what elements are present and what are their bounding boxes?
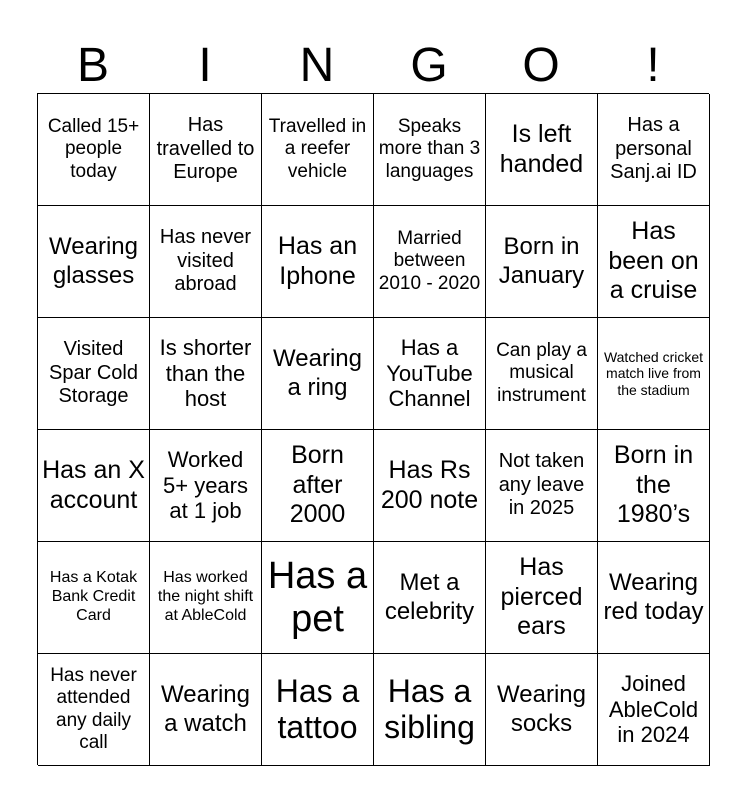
cell-text: Has an X account xyxy=(42,456,145,514)
bingo-cell[interactable] xyxy=(262,318,374,430)
cell-text: Speaks more than 3 languages xyxy=(378,115,481,182)
cell-text: Has never attended any daily call xyxy=(50,664,137,753)
cell-text: Has an Iphone xyxy=(277,232,358,290)
title-letter-b: B xyxy=(76,39,109,92)
cell-text: Can play a musical instrument xyxy=(496,339,587,406)
cell-text: Has pierced ears xyxy=(500,553,583,641)
bingo-cell[interactable] xyxy=(38,94,150,206)
cell-text: Born in January xyxy=(498,233,585,289)
bingo-cell[interactable] xyxy=(598,430,710,542)
bingo-cell[interactable] xyxy=(598,206,710,318)
bingo-cell[interactable] xyxy=(374,542,486,654)
bingo-cell[interactable] xyxy=(486,94,598,206)
cell-text: Has travelled to Europe xyxy=(156,114,255,184)
bingo-title xyxy=(37,38,709,94)
bingo-cell[interactable] xyxy=(262,542,374,654)
cell-text: Visited Spar Cold Storage xyxy=(49,338,138,408)
bingo-cell[interactable] xyxy=(374,430,486,542)
bingo-cell[interactable] xyxy=(486,318,598,430)
cell-text: Wearing red today xyxy=(603,569,704,625)
bingo-cell[interactable] xyxy=(374,654,486,766)
title-letter-exclamation: ! xyxy=(646,39,660,92)
bingo-cell[interactable] xyxy=(38,430,150,542)
cell-text: Is left handed xyxy=(499,120,584,178)
bingo-cell[interactable] xyxy=(150,430,262,542)
bingo-cell[interactable] xyxy=(262,430,374,542)
cell-text: Met a celebrity xyxy=(384,569,475,625)
bingo-cell[interactable] xyxy=(150,542,262,654)
cell-text: Called 15+ people today xyxy=(47,115,140,182)
cell-text: Not taken any leave in 2025 xyxy=(498,450,585,520)
cell-text: Wearing socks xyxy=(497,681,586,737)
cell-text: Married between 2010 - 2020 xyxy=(378,227,481,294)
bingo-cell[interactable] xyxy=(38,542,150,654)
cell-text: Has never visited abroad xyxy=(159,226,252,296)
cell-text: Wearing a watch xyxy=(161,681,250,737)
cell-text: Has Rs 200 note xyxy=(380,456,479,514)
bingo-cell[interactable] xyxy=(598,654,710,766)
bingo-cell[interactable] xyxy=(262,206,374,318)
bingo-cell[interactable] xyxy=(38,318,150,430)
cell-text: Has a personal Sanj.ai ID xyxy=(610,114,697,184)
bingo-cell[interactable] xyxy=(374,206,486,318)
bingo-cell[interactable] xyxy=(486,206,598,318)
cell-text: Has a tattoo xyxy=(275,672,360,745)
cell-text: Has a pet xyxy=(267,554,368,640)
cell-text: Worked 5+ years at 1 job xyxy=(163,446,248,524)
cell-text: Has been on a cruise xyxy=(608,217,699,305)
bingo-cell[interactable] xyxy=(486,430,598,542)
bingo-board xyxy=(37,93,709,765)
cell-text: Has a sibling xyxy=(384,672,475,745)
bingo-cell[interactable] xyxy=(486,654,598,766)
title-letter-g: G xyxy=(410,39,448,92)
bingo-cell[interactable] xyxy=(598,318,710,430)
bingo-cell[interactable] xyxy=(38,206,150,318)
cell-text: Has worked the night shift at AbleCold xyxy=(157,569,254,624)
cell-text: Wearing glasses xyxy=(49,233,138,289)
bingo-cell[interactable] xyxy=(150,94,262,206)
title-letter-i: I xyxy=(198,39,212,92)
cell-text: Is shorter than the host xyxy=(159,334,252,412)
cell-text: Has a YouTube Channel xyxy=(386,334,473,412)
bingo-cell[interactable] xyxy=(374,318,486,430)
cell-text: Born after 2000 xyxy=(289,441,346,529)
cell-text: Wearing a ring xyxy=(273,345,362,401)
cell-text: Born in the 1980’s xyxy=(613,441,694,529)
bingo-cell[interactable] xyxy=(150,654,262,766)
bingo-cell[interactable] xyxy=(374,94,486,206)
cell-text: Travelled in a reefer vehicle xyxy=(268,115,367,182)
bingo-cell[interactable] xyxy=(598,542,710,654)
cell-text: Watched cricket match live from the stadium xyxy=(603,348,704,398)
bingo-cell[interactable] xyxy=(262,654,374,766)
bingo-cell[interactable] xyxy=(38,654,150,766)
title-letter-n: N xyxy=(299,39,335,92)
bingo-cell[interactable] xyxy=(150,206,262,318)
cell-text: Joined AbleCold in 2024 xyxy=(608,670,699,748)
cell-text: Has a Kotak Bank Credit Card xyxy=(49,569,138,624)
title-letter-o: O xyxy=(522,39,560,92)
bingo-cell[interactable] xyxy=(486,542,598,654)
bingo-cell[interactable] xyxy=(262,94,374,206)
bingo-cell[interactable] xyxy=(598,94,710,206)
bingo-cell[interactable] xyxy=(150,318,262,430)
